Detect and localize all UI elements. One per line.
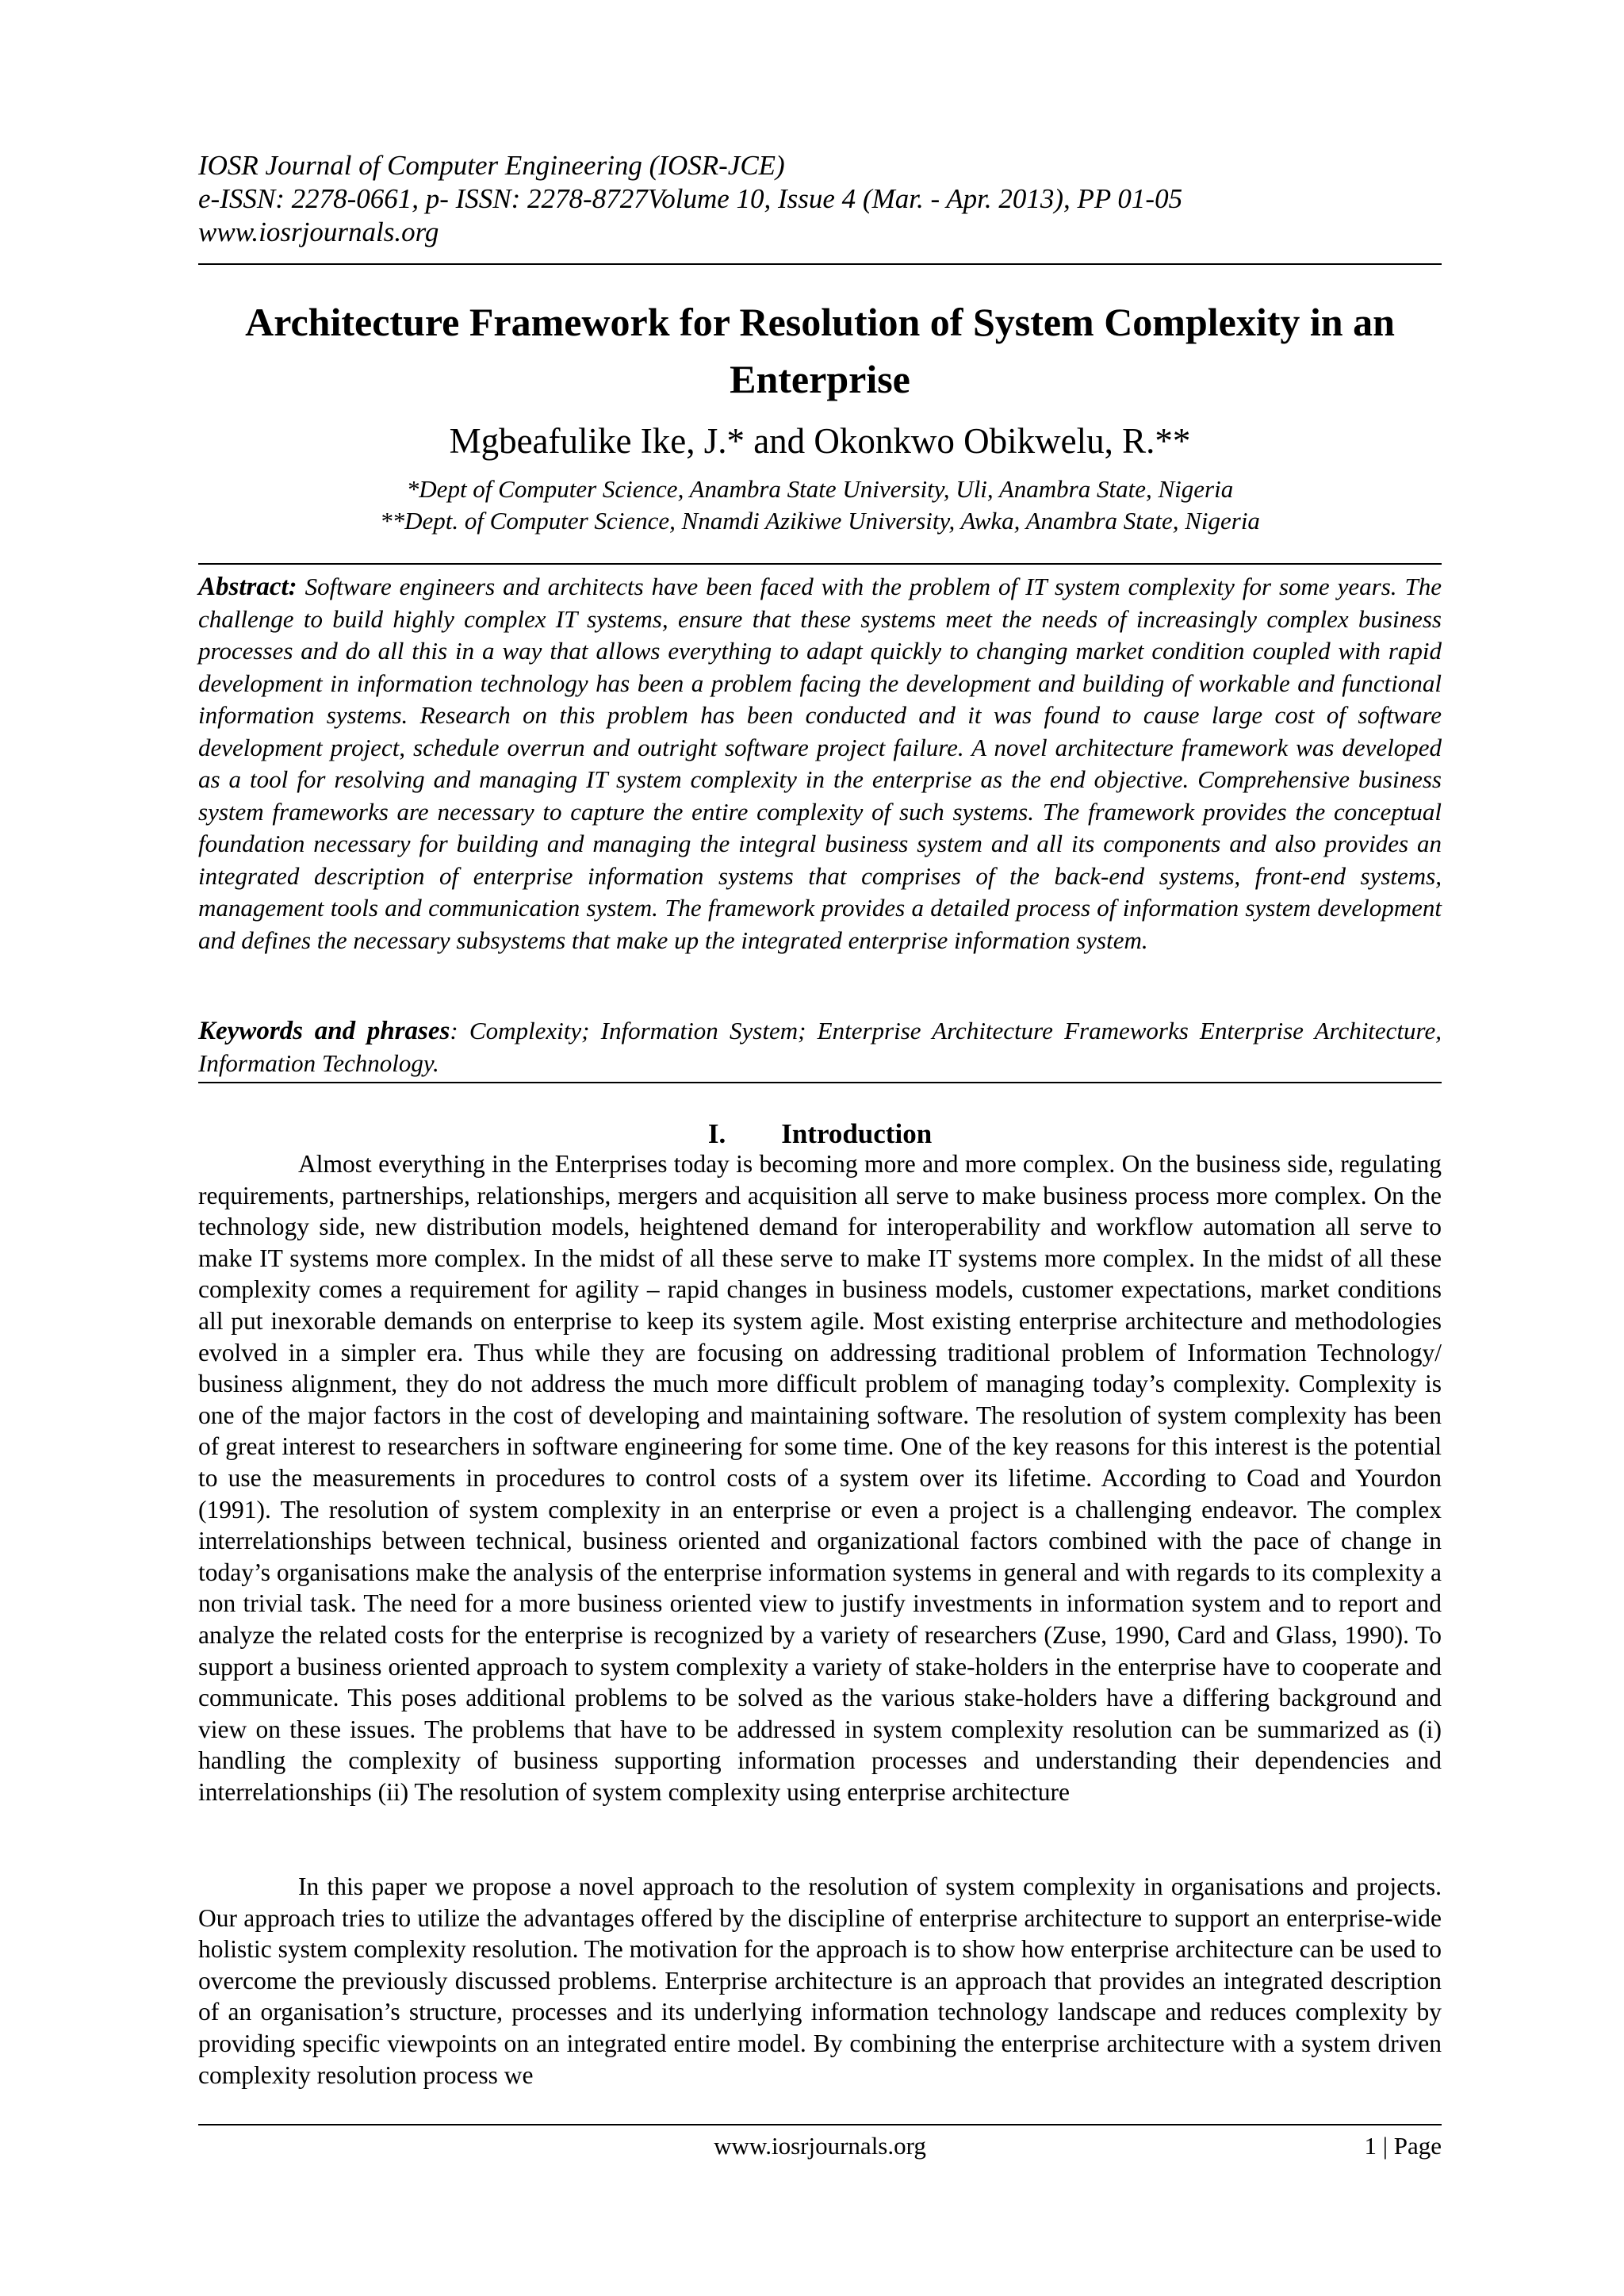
journal-issn: e-ISSN: 2278-0661, p- ISSN: 2278-8727Volume 10, Issue 4 (Mar. - Apr. 2013), PP 01-05 bbox=[198, 183, 1183, 214]
keywords-text: : Complexity; Information System; Enterprise Architecture Frameworks Enterprise Architecture, Information Technology. bbox=[198, 1017, 1442, 1077]
abstract bbox=[198, 571, 1442, 956]
journal-website: www.iosrjournals.org bbox=[198, 217, 439, 247]
journal-header bbox=[198, 149, 1442, 249]
journal-name: IOSR Journal of Computer Engineering (IOSR-JCE) bbox=[198, 150, 785, 181]
page-footer bbox=[198, 2129, 1442, 2164]
footer-website: www.iosrjournals.org bbox=[714, 2132, 926, 2160]
section-title: Introduction bbox=[781, 1118, 933, 1149]
page-number: 1 | Page bbox=[1364, 2132, 1442, 2160]
keywords bbox=[198, 1015, 1442, 1079]
abstract-top-rule bbox=[198, 563, 1442, 565]
body-paragraph-2 bbox=[198, 1871, 1442, 2091]
paper-authors: Mgbeafulike Ike, J.* and Okonkwo Obikwelu, R.** bbox=[449, 421, 1191, 461]
paragraph-text: In this paper we propose a novel approach to the resolution of system complexity in organisations and projects. Our approach tries to utilize the advantages offered by the discipline of enterprise architecture to support an enterprise-wide holistic system complexity resolution. The motivation for the approach is to show how enterprise architecture can be used to overcome the previously discussed problems. Enterprise architecture is an approach that provides an integrated description of an organisation’s structure, processes and its underlying information technology landscape and reduces complexity by providing specific viewpoints on an integrated entire model. By combining the enterprise architecture with a system driven complexity resolution process we bbox=[198, 1872, 1442, 2089]
paper-title: Architecture Framework for Resolution of System Complexity in an Enterprise bbox=[245, 300, 1395, 401]
footer-rule bbox=[198, 2124, 1442, 2125]
abstract-bottom-rule bbox=[198, 1082, 1442, 1083]
paragraph-text: Almost everything in the Enterprises today is becoming more and more complex. On the business side, regulating requirements, partnerships, relationships, mergers and acquisition all serve to make business process more complex. On the technology side, new distribution models, heightened demand for interoperability and workflow automation all serve to make IT systems more complex. In the midst of all these serve to make IT systems more complex. In the midst of all these complexity comes a requirement for agility – rapid changes in business models, customer expectations, market conditions all put inexorable demands on enterprise to keep its system agile. Most existing enterprise architecture and methodologies evolved in a simpler era. Thus while they are focusing on addressing traditional problem of Information Technology/ business alignment, they do not address the much more difficult problem of managing today’s complexity. Complexity is one of the major factors in the cost of developing and maintaining software. The resolution of system complexity has been of great interest to researchers in software engineering for some time. One of the key reasons for this interest is the potential to use the measurements in procedures to control costs of a system over its lifetime. According to Coad and Yourdon (1991). The resolution of system complexity in an enterprise or even a project is a challenging endeavor. The complex interrelationships between technical, business oriented and organizational factors combined with the pace of change in today’s organisations make the analysis of the enterprise information systems in general and with regards to its complexity a non trivial task. The need for a more business oriented view to justify investments in information system and to report and analyze the related costs for the enterprise is recognized by a variety of researchers (Zuse, 1990, Card and Glass, 1990). To support a business oriented approach to system complexity a variety of stake-holders in the enterprise have to cooperate and communicate. This poses additional problems to be solved as the various stake-holders have a differing background and view on these issues. The problems that have to be addressed in system complexity resolution can be summarized as (i) handling the complexity of business supporting information processes and understanding their dependencies and interrelationships (ii) The resolution of system complexity using enterprise architecture bbox=[198, 1150, 1442, 1806]
body-paragraph-1 bbox=[198, 1148, 1442, 1807]
header-rule bbox=[198, 263, 1442, 265]
section-number: I. bbox=[707, 1118, 726, 1149]
section-heading bbox=[198, 1117, 1442, 1152]
abstract-text: Software engineers and architects have been faced with the problem of IT system complexity for some years. The challenge to build highly complex IT systems, ensure that these systems meet the needs of increasingly complex business processes and do all this in a way that allows everything to adapt quickly to changing market condition coupled with rapid development in information technology has been a problem facing the development and building of workable and functional information systems. Research on this problem has been conducted and it was found to cause large cost of software development project, schedule overrun and outright software project failure. A novel architecture framework was developed as a tool for resolving and managing IT system complexity in the enterprise as the end objective. Comprehensive business system frameworks are necessary to capture the entire complexity of such systems. The framework provides the conceptual foundation necessary for building and managing the integral business system and all its components and also provides an integrated description of enterprise information systems that comprises of the back-end systems, front-end systems, management tools and communication system. The framework provides a detailed process of information system development and defines the necessary subsystems that make up the integrated enterprise information system. bbox=[198, 573, 1442, 954]
affiliation-1: *Dept of Computer Science, Anambra State University, Uli, Anambra State, Nigeria bbox=[406, 475, 1234, 503]
keywords-label: Keywords and phrases bbox=[198, 1017, 450, 1045]
affiliation-2: **Dept. of Computer Science, Nnamdi Azikiwe University, Awka, Anambra State, Nigeria bbox=[380, 507, 1260, 535]
abstract-label: Abstract: bbox=[198, 573, 297, 601]
